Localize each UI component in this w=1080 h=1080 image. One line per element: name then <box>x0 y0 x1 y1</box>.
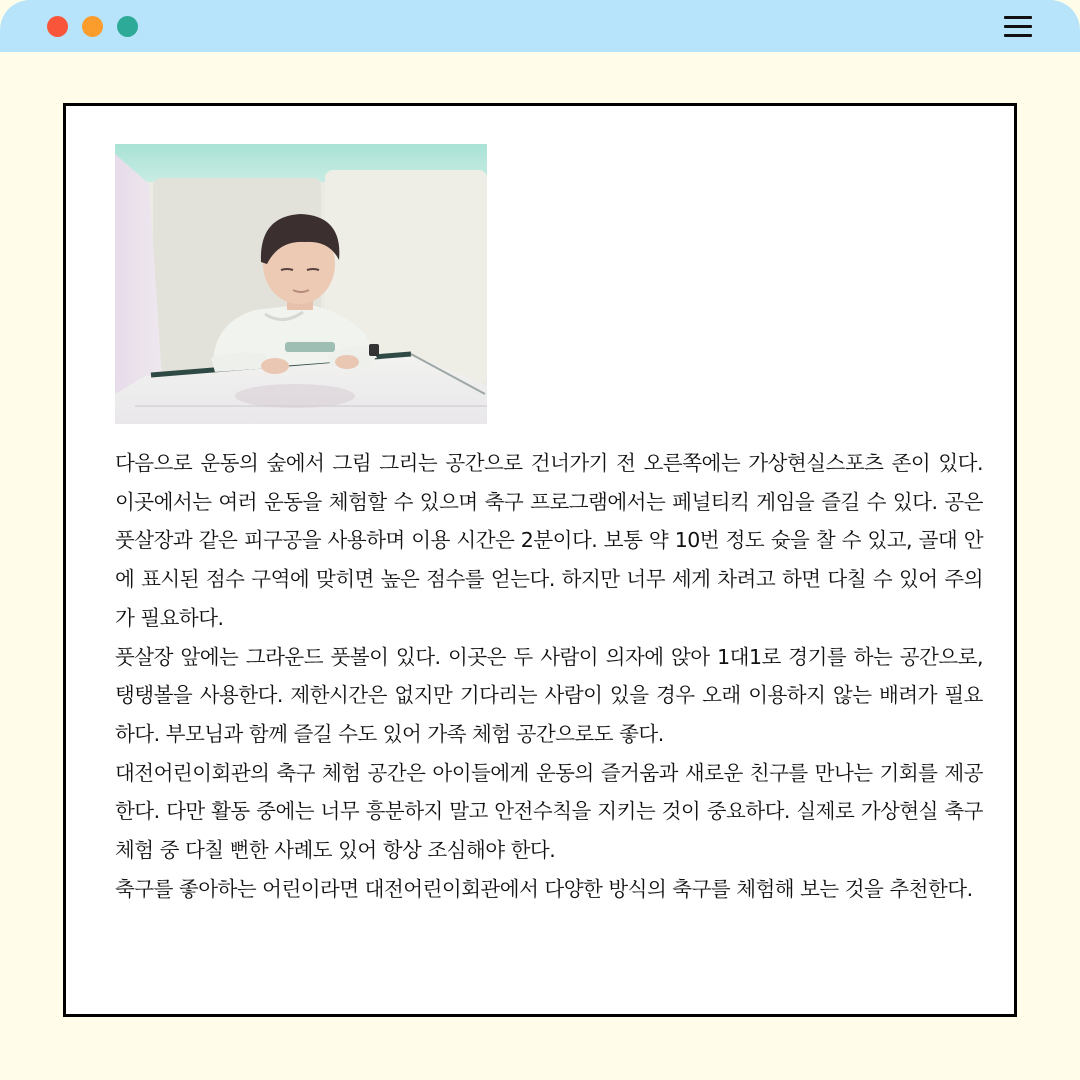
article-text <box>115 444 983 908</box>
article-paragraph: 다음으로 운동의 숲에서 그림 그리는 공간으로 건너가기 전 오른쪽에는 가상현실스포츠 존이 있다. 이곳에서는 여러 운동을 체험할 수 있으며 축구 프로그램에서는 페널티킥 게임을 즐길 수 있다. 공은 풋살장과 같은 피구공을 사용하며 이용 시간은 2분이다. 보통 약 10번 정도 슛을 찰 수 있고, 골대 안에 표시된 점수 구역에 맞히면 높은 점수를 얻는다. 하지만 너무 세게 차려고 하면 다칠 수 있어 주의가 필요하다. <box>115 451 983 630</box>
article-paragraph: 축구를 좋아하는 어린이라면 대전어린이회관에서 다양한 방식의 축구를 체험해 보는 것을 추천한다. <box>115 876 973 901</box>
article-card <box>63 103 1017 1017</box>
window-titlebar <box>0 0 1080 52</box>
minimize-window-button[interactable] <box>82 16 103 37</box>
close-window-button[interactable] <box>47 16 68 37</box>
article-paragraph: 풋살장 앞에는 그라운드 풋볼이 있다. 이곳은 두 사람이 의자에 앉아 1대1로 경기를 하는 공간으로, 탱탱볼을 사용한다. 제한시간은 없지만 기다리는 사람이 있을 경우 오래 이용하지 않는 배려가 필요하다. 부모님과 함께 즐길 수도 있어 가족 체험 공간으로도 좋다. <box>115 644 983 746</box>
article-photo <box>115 144 487 424</box>
maximize-window-button[interactable] <box>117 16 138 37</box>
article-paragraph: 대전어린이회관의 축구 체험 공간은 아이들에게 운동의 즐거움과 새로운 친구를 만나는 기회를 제공한다. 다만 활동 중에는 너무 흥분하지 말고 안전수칙을 지키는 것이 중요하다. 실제로 가상현실 축구 체험 중 다칠 뻔한 사례도 있어 항상 조심해야 한다. <box>115 760 983 863</box>
hamburger-menu-icon[interactable] <box>1004 15 1032 37</box>
menu-bar <box>1004 16 1032 19</box>
menu-bar <box>1004 25 1032 28</box>
menu-bar <box>1004 34 1032 37</box>
